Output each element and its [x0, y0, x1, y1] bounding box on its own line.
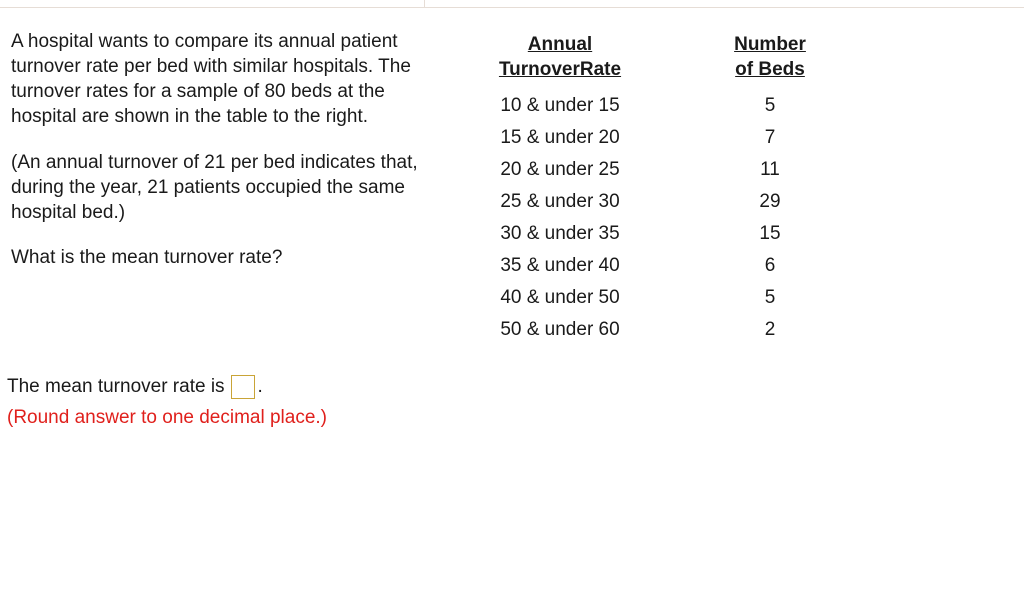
- table-cell-beds: 5: [764, 95, 776, 116]
- table-cell-rate: 15 & under 20: [500, 127, 620, 148]
- table-cell-rate: 10 & under 15: [500, 95, 620, 116]
- turnover-rate-header-line1: Annual: [527, 34, 593, 55]
- table-cell-rate: 20 & under 25: [500, 159, 620, 180]
- table-cell-rate: 25 & under 30: [500, 191, 620, 212]
- answer-line: [7, 372, 327, 401]
- number-of-beds-header-line1: Number: [734, 34, 806, 55]
- problem-paragraph-2: (An annual turnover of 21 per bed indicates that, during the year, 21 patients occupied the same hospital bed.): [11, 152, 418, 223]
- answer-prefix: The mean turnover rate is: [7, 376, 225, 397]
- top-divider-tick: [424, 0, 425, 7]
- table-cell-beds: 29: [759, 191, 781, 212]
- table-cell-beds: 11: [760, 159, 780, 180]
- turnover-rate-header: [478, 32, 642, 90]
- number-of-beds-header: [718, 32, 822, 90]
- problem-paragraph-1: A hospital wants to compare its annual patient turnover rate per bed with similar hospitals. The turnover rates for a sample of 80 beds at the hospital are shown in the table to the right.: [11, 31, 411, 127]
- problem-question: What is the mean turnover rate?: [11, 247, 283, 268]
- turnover-rate-header-line2: TurnoverRate: [498, 59, 622, 80]
- turnover-rate-column: [478, 32, 642, 346]
- answer-area: [7, 372, 327, 432]
- rounding-hint: (Round answer to one decimal place.): [7, 407, 328, 428]
- answer-suffix: .: [257, 376, 263, 397]
- table-cell-rate: 35 & under 40: [500, 255, 620, 276]
- table-cell-beds: 5: [764, 287, 776, 308]
- top-divider: [0, 7, 1024, 8]
- table-cell-beds: 15: [759, 223, 781, 244]
- table-cell-rate: 50 & under 60: [500, 319, 620, 340]
- number-of-beds-header-line2: of Beds: [735, 59, 805, 80]
- problem-statement: [11, 29, 451, 270]
- answer-input[interactable]: [231, 375, 255, 399]
- table-cell-beds: 7: [764, 127, 776, 148]
- table-cell-rate: 30 & under 35: [500, 223, 620, 244]
- number-of-beds-column: [718, 32, 822, 346]
- table-cell-beds: 2: [764, 319, 776, 340]
- table-cell-beds: 6: [764, 255, 776, 276]
- table-cell-rate: 40 & under 50: [500, 287, 620, 308]
